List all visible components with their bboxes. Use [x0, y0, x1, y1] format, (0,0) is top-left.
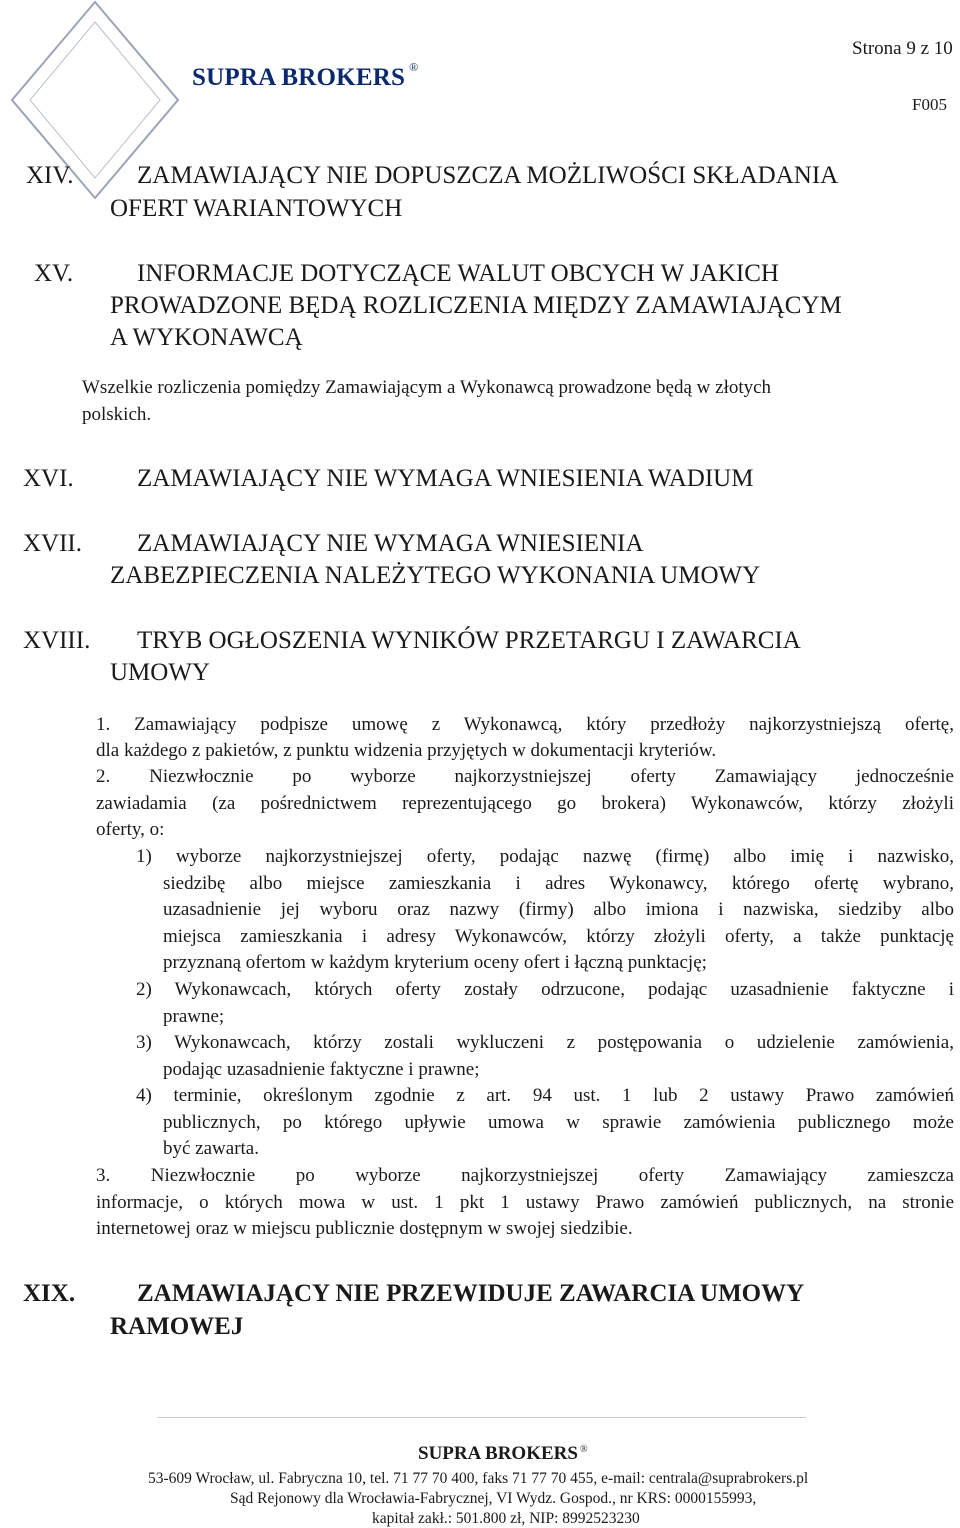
brand-name	[192, 60, 418, 92]
section-title-xiv-line2: OFERT WARIANTOWYCH	[110, 195, 403, 222]
xviii-item-3-line1: 3) Wykonawcach, którzy zostali wykluczeni z postępowania o udzielenie zamówienia,	[136, 1032, 954, 1053]
xviii-item-1-line5: przyznaną ofertom w każdym kryterium oceny ofert i łączną punktację;	[163, 952, 707, 973]
section-number-xix: XIX.	[23, 1280, 76, 1307]
section-title-xviii-line1: TRYB OGŁOSZENIA WYNIKÓW PRZETARGU I ZAWARCIA	[137, 627, 801, 654]
section-title-xix-line2: RAMOWEJ	[110, 1313, 244, 1340]
xviii-paragraph-3-line1: 3. Niezwłocznie po wyborze najkorzystniejszej oferty Zamawiający zamieszcza	[96, 1165, 954, 1186]
xviii-item-4-line3: być zawarta.	[163, 1138, 259, 1159]
xviii-item-4-line2: publicznych, po którego upływie umowa w sprawie zamówienia publicznego może	[163, 1112, 954, 1133]
xviii-item-2-line2: prawne;	[163, 1006, 225, 1027]
xviii-paragraph-1-line1: 1. Zamawiający podpisze umowę z Wykonawcą, który przedłoży najkorzystniejszą ofertę,	[96, 714, 954, 735]
footer-registered-mark: ®	[579, 1443, 588, 1455]
xviii-item-3-line2: podając uzasadnienie faktyczne i prawne;	[163, 1059, 480, 1080]
xviii-item-1-line2: siedzibę albo miejsce zamieszkania i adres Wykonawcy, którego ofertę wybrano,	[163, 873, 954, 894]
section-xv-body-line1: Wszelkie rozliczenia pomiędzy Zamawiającym a Wykonawcą prowadzone będą w złotych	[82, 377, 772, 398]
xviii-item-2-line1: 2) Wykonawcach, których oferty zostały odrzucone, podając uzasadnienie faktyczne i	[136, 979, 954, 1000]
section-number-xv: XV.	[34, 260, 74, 287]
xviii-paragraph-3-line2: informacje, o których mowa w ust. 1 pkt 1 ustawy Prawo zamówień publicznych, na stronie	[96, 1192, 954, 1213]
form-code: F005	[912, 95, 947, 114]
xviii-item-1-line4: miejsca zamieszkania i adresy Wykonawców, którzy złożyli oferty, a także punktację	[163, 926, 954, 947]
footer-divider	[158, 1417, 806, 1418]
section-number-xiv: XIV.	[26, 162, 74, 189]
footer-brand-text: SUPRA BROKERS	[418, 1443, 578, 1464]
section-title-xvii-line2: ZABEZPIECZENIA NALEŻYTEGO WYKONANIA UMOWY	[110, 562, 761, 589]
footer-capital: kapitał zakł.: 501.800 zł, NIP: 8992523230	[372, 1510, 640, 1527]
section-title-xv-line1: INFORMACJE DOTYCZĄCE WALUT OBCYCH W JAKICH	[137, 260, 779, 287]
brand-text: SUPRA BROKERS	[192, 64, 406, 91]
xviii-paragraph-2-line2: zawiadamia (za pośrednictwem reprezentującego go brokera) Wykonawców, którzy złożyli	[96, 793, 954, 814]
xviii-paragraph-3-line3: internetowej oraz w miejscu publicznie dostępnym w swojej siedzibie.	[96, 1218, 633, 1239]
section-number-xvii: XVII.	[23, 530, 83, 557]
xviii-paragraph-1-line2: dla każdego z pakietów, z punktu widzenia przyjętych w dokumentacji kryteriów.	[96, 740, 717, 761]
section-title-xv-line2: PROWADZONE BĘDĄ ROZLICZENIA MIĘDZY ZAMAWIAJĄCYM	[110, 292, 842, 319]
page-number: Strona 9 z 10	[852, 38, 953, 59]
section-title-xvii-line1: ZAMAWIAJĄCY NIE WYMAGA WNIESIENIA	[137, 530, 644, 557]
registered-mark: ®	[409, 60, 419, 74]
xviii-item-1-line1: 1) wyborze najkorzystniejszej oferty, podając nazwę (firmę) albo imię i nazwisko,	[136, 846, 954, 867]
section-number-xvi: XVI.	[23, 465, 74, 492]
xviii-item-4-line1: 4) terminie, określonym zgodnie z art. 94 ust. 1 lub 2 ustawy Prawo zamówień	[136, 1085, 954, 1106]
section-title-xvi: ZAMAWIAJĄCY NIE WYMAGA WNIESIENIA WADIUM	[137, 465, 754, 492]
section-title-xix-line1: ZAMAWIAJĄCY NIE PRZEWIDUJE ZAWARCIA UMOWY	[137, 1280, 805, 1307]
xviii-item-1-line3: uzasadnienie jej wyboru oraz nazwy (firmy) albo imiona i nazwiska, siedziby albo	[163, 899, 954, 920]
footer-brand	[418, 1443, 588, 1465]
footer-court: Sąd Rejonowy dla Wrocławia-Fabrycznej, VI Wydz. Gospod., nr KRS: 0000155993,	[230, 1490, 757, 1507]
xviii-paragraph-2-line3: oferty, o:	[96, 819, 165, 840]
footer-address: 53-609 Wrocław, ul. Fabryczna 10, tel. 71 77 70 400, faks 71 77 70 455, e-mail: centrala@suprabrokers.pl	[148, 1470, 809, 1487]
section-number-xviii: XVIII.	[23, 627, 91, 654]
section-title-xiv-line1: ZAMAWIAJĄCY NIE DOPUSZCZA MOŻLIWOŚCI SKŁADANIA	[137, 162, 839, 189]
section-title-xviii-line2: UMOWY	[110, 659, 210, 686]
xviii-paragraph-2-line1: 2. Niezwłocznie po wyborze najkorzystniejszej oferty Zamawiający jednocześnie	[96, 766, 954, 787]
section-xv-body-line2: polskich.	[82, 404, 152, 425]
section-title-xv-line3: A WYKONAWCĄ	[110, 324, 303, 351]
